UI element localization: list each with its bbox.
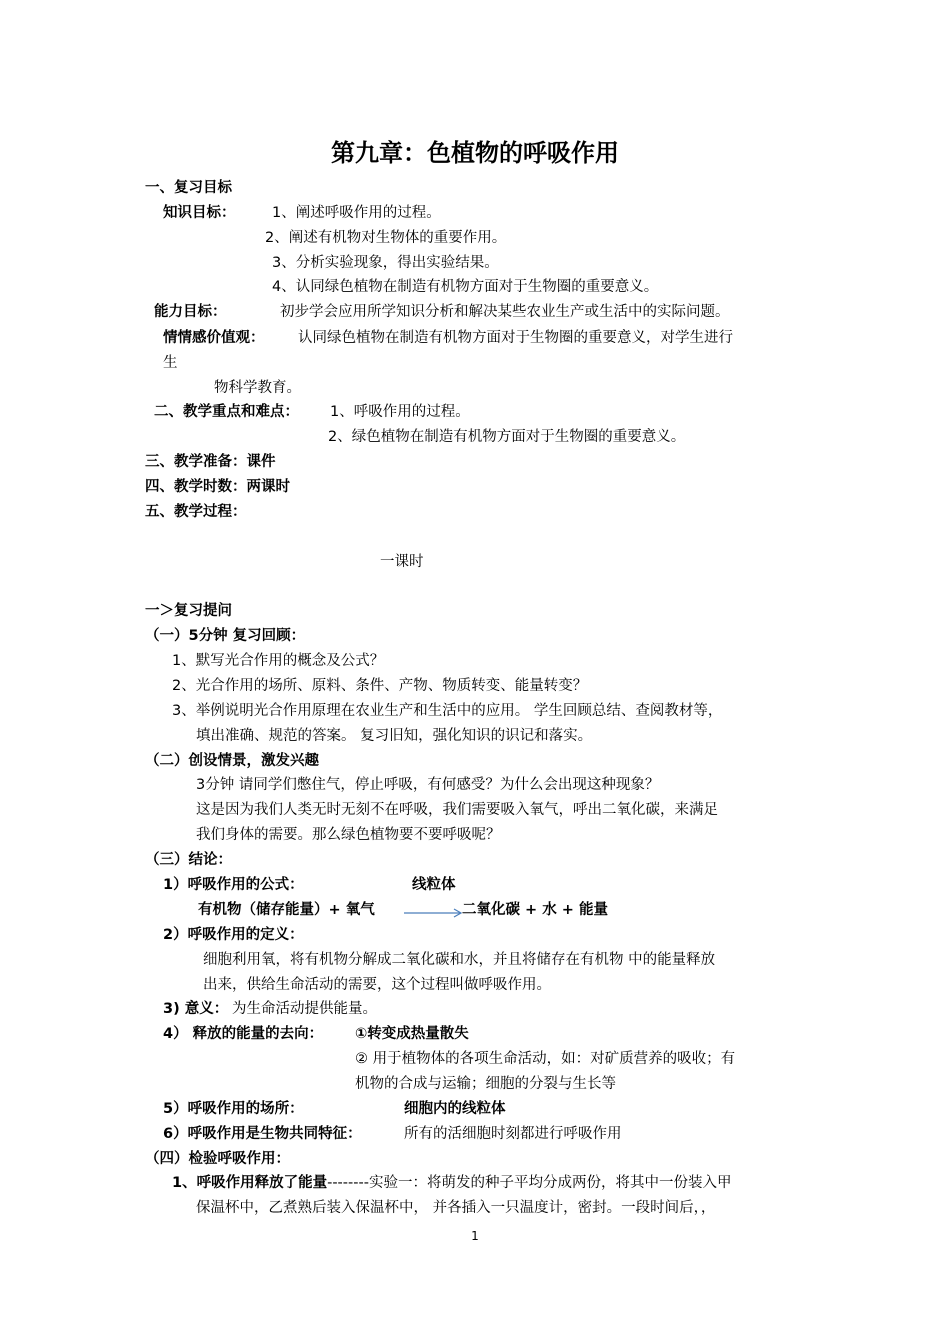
section-review-goals: 一、复习目标 xyxy=(145,180,232,196)
part2-label: （二）创设情景，激发兴趣 xyxy=(145,753,319,769)
part2-line: 我们身体的需要。那么绿色植物要不要呼吸呢？ xyxy=(196,827,501,843)
page-title: 第九章：色植物的呼吸作用 xyxy=(331,139,619,167)
key-point-item: 2、绿色植物在制造有机物方面对于生物圈的重要意义。 xyxy=(328,429,686,445)
meaning-text: 为生命活动提供能量。 xyxy=(232,1001,377,1017)
part2-line: 3分钟 请同学们憋住气，停止呼吸，有何感受？为什么会出现这种现象？ xyxy=(196,777,660,793)
knowledge-goal-item: 4、认同绿色植物在制造有机物方面对于生物圈的重要意义。 xyxy=(272,279,659,295)
part3-label: （三）结论： xyxy=(145,852,232,868)
formula-products: 二氧化碳 + 水 + 能量 xyxy=(462,902,608,918)
definition-line: 细胞利用氧，将有机物分解成二氧化碳和水，并且将储存在有机物 中的能量释放 xyxy=(203,952,716,968)
knowledge-goal-item: 2、阐述有机物对生物体的重要作用。 xyxy=(265,230,507,246)
feature-label: 6）呼吸作用是生物共同特征： xyxy=(163,1126,362,1142)
emotion-goals-wrap: 物科学教育。 xyxy=(214,380,301,396)
meaning-label: 3) 意义： xyxy=(163,1001,229,1017)
energy-destination-2-wrap: 机物的合成与运输；细胞的分裂与生长等 xyxy=(355,1076,616,1092)
definition-line: 出来，供给生命活动的需要，这个过程叫做呼吸作用。 xyxy=(203,977,551,993)
emotion-goals-text: 认同绿色植物在制造有机物方面对于生物圈的重要意义，对学生进行 xyxy=(298,330,733,346)
part1-item: 1、默写光合作用的概念及公式？ xyxy=(172,653,385,669)
knowledge-goals-label: 知识目标： xyxy=(163,205,236,221)
part4-label: （四）检验呼吸作用： xyxy=(145,1151,290,1167)
feature-text: 所有的活细胞时刻都进行呼吸作用 xyxy=(404,1126,622,1142)
experiment1-line xyxy=(172,1173,731,1193)
formula-reactants: 有机物（储存能量）+ 氧气 xyxy=(198,902,375,918)
formula-label: 1）呼吸作用的公式： xyxy=(163,877,304,893)
place-label: 5）呼吸作用的场所： xyxy=(163,1101,304,1117)
part1-item: 填出准确、规范的答案。 复习旧知，强化知识的识记和落实。 xyxy=(196,728,593,744)
part2-line: 这是因为我们人类无时无刻不在呼吸，我们需要吸入氧气，呼出二氧化碳，来满足 xyxy=(196,802,718,818)
experiment1-wrap: 保温杯中，乙煮熟后装入保温杯中， 并各插入一只温度计，密封。一段时间后，， xyxy=(196,1200,716,1216)
knowledge-goal-item: 3、分析实验现象，得出实验结果。 xyxy=(272,255,499,271)
energy-label: 4） 释放的能量的去向： xyxy=(163,1026,324,1042)
page-number: 1 xyxy=(471,1229,479,1243)
key-points-label: 二、教学重点和难点： xyxy=(154,404,299,420)
emotion-goals-label: 情情感价值观： xyxy=(163,330,265,346)
definition-label: 2）呼吸作用的定义： xyxy=(163,927,304,943)
teaching-process: 五、教学过程： xyxy=(145,504,247,520)
lesson-label: 一课时 xyxy=(380,554,424,570)
place-text: 细胞内的线粒体 xyxy=(404,1101,506,1117)
ability-goals-text: 初步学会应用所学知识分析和解决某些农业生产或生活中的实际问题。 xyxy=(280,304,730,320)
heading-review-questions: 一＞复习提问 xyxy=(145,603,232,619)
formula-condition: 线粒体 xyxy=(412,877,456,893)
knowledge-goal-item: 1、阐述呼吸作用的过程。 xyxy=(272,205,441,221)
part1-item: 3、举例说明光合作用原理在农业生产和生活中的应用。 学生回顾总结、查阅教材等， xyxy=(172,703,723,719)
energy-destination-1: ①转变成热量散失 xyxy=(355,1026,469,1042)
teaching-hours: 四、教学时数：两课时 xyxy=(145,479,290,495)
part1-item: 2、光合作用的场所、原料、条件、产物、物质转变、能量转变？ xyxy=(172,678,588,694)
key-point-item: 1、呼吸作用的过程。 xyxy=(330,404,470,420)
energy-destination-2: ② 用于植物体的各项生命活动，如：对矿质营养的吸收；有 xyxy=(355,1051,736,1067)
reaction-arrow-icon xyxy=(404,908,464,918)
ability-goals-label: 能力目标： xyxy=(154,304,227,320)
part1-label: （一）5分钟 复习回顾： xyxy=(145,628,306,644)
experiment1-label: 1、呼吸作用释放了能量 xyxy=(172,1175,328,1191)
emotion-goals-wrap: 生 xyxy=(163,355,178,371)
teaching-prep: 三、教学准备：课件 xyxy=(145,454,276,470)
experiment1-text: --------实验一：将萌发的种子平均分成两份，将其中一份装入甲 xyxy=(327,1175,732,1191)
